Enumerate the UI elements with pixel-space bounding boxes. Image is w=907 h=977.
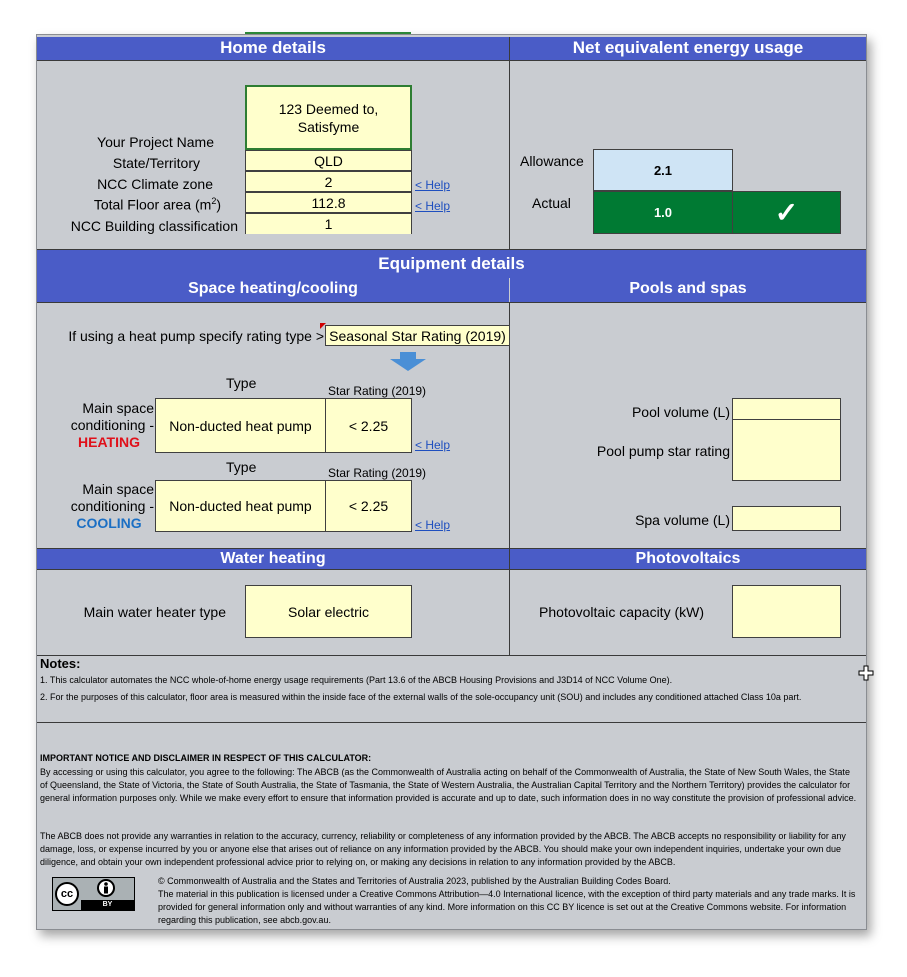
pool-pump-label: Pool pump star rating <box>596 443 730 459</box>
disclaimer-paragraph-2: The ABCB does not provide any warranties in relation to the accuracy, currency, reliability or completeness of any information provided by the ABCB. The ABCB accepts no responsibility or liability for any damage, loss, or expense incurred by you or anyone else that arises out of reliance on any information provided by the ABCB. You should make your own independent inquiries, undertake your own due diligence, and obtain your own independent professional advice prior to relying on, or making any decisions in relation to any information provided by the ABCB. <box>40 831 846 867</box>
home-details-header: Home details <box>37 37 509 60</box>
photovoltaics-header: Photovoltaics <box>510 549 866 569</box>
climate-help-link[interactable]: < Help <box>415 178 451 192</box>
divider <box>37 655 866 656</box>
spa-volume-field[interactable] <box>732 506 841 531</box>
licence-text: The material in this publication is licensed under a Creative Commons Attribution—4.0 International licence, with the exception of third party materials and any trade marks. It is provided for general information only and without warranties of any kind. More information on this CC BY licence is set out at the Creative Commons website. For information regarding this publication, see abcb.gov.au. <box>158 889 856 925</box>
arrow-down-icon <box>388 352 428 377</box>
allowance-value: 2.1 <box>593 149 733 191</box>
copyright-text: © Commonwealth of Australia and the States and Territories of Australia 2023, published by the Australian Building Codes Board. <box>158 876 671 886</box>
state-label: State/Territory <box>112 155 200 171</box>
disclaimer-paragraph-1: By accessing or using this calculator, you agree to the following: The ABCB (as the Commonwealth of Australia acting on behalf of the Commonwealth of Australia, the State of New South Wales, the State of Queensland, the State of Victoria, the State of South Australia, the State of Tasmania, the State of Western Australia, the Australian Capital Territory and the Northern Territory) provides the calculator for general information purposes only. While we make every effort to ensure that information provided is accurate and up to date, such information does in no way constitute the provision of professional advice. <box>40 767 857 803</box>
floor-area-help-link[interactable]: < Help <box>415 199 451 213</box>
climate-zone-field[interactable]: 2 <box>245 171 412 192</box>
cc-by-logo <box>52 877 135 911</box>
pv-capacity-label: Photovoltaic capacity (kW) <box>539 604 704 620</box>
state-field[interactable]: QLD <box>245 150 412 171</box>
star-rating-column-label: Star Rating (2019) <box>328 384 427 398</box>
allowance-label: Allowance <box>520 153 584 169</box>
type-column-label: Type <box>226 375 257 391</box>
heating-star-select[interactable]: < 2.25 <box>325 398 412 453</box>
floor-area-label: Total Floor area $(m^2)$ <box>93 196 221 213</box>
water-heating-header: Water heating <box>37 549 509 569</box>
pool-pump-field[interactable] <box>732 419 841 481</box>
divider <box>509 37 510 250</box>
divider <box>37 569 866 570</box>
resize-cursor-icon <box>858 665 874 686</box>
type-column-label: Type <box>226 459 257 475</box>
pv-capacity-field[interactable] <box>732 585 841 638</box>
building-class-label: NCC Building classification <box>70 218 238 234</box>
divider <box>37 60 866 61</box>
divider <box>37 302 866 303</box>
heating-type-select[interactable]: Non-ducted heat pump <box>155 398 326 453</box>
disclaimer-title: IMPORTANT NOTICE AND DISCLAIMER IN RESPECT OF THIS CALCULATOR: <box>40 753 372 763</box>
star-rating-column-label: Star Rating (2019) <box>328 466 427 480</box>
cooling-star-select[interactable]: < 2.25 <box>325 480 412 532</box>
divider <box>37 722 866 723</box>
heatpump-rating-select[interactable]: Seasonal Star Rating (2019) <box>325 325 510 346</box>
divider <box>509 302 510 656</box>
building-class-field[interactable]: 1 <box>245 213 412 234</box>
project-name-field[interactable]: 123 Deemed to, Satisfyme <box>245 85 412 150</box>
heatpump-rating-label: If using a heat pump specify rating type > <box>68 328 324 344</box>
note-2: 2. For the purposes of this calculator, floor area is measured within the inside face of the external walls of the sole-occupancy unit (SOU) and includes any conditioned attached Class 10a part. <box>40 692 802 702</box>
actual-value: 1.0 <box>593 191 733 234</box>
compliance-check-icon: ✓ <box>732 191 841 234</box>
heating-help-link[interactable]: < Help <box>415 438 451 452</box>
cc-icon: cc <box>55 882 79 906</box>
attribution-icon <box>97 879 115 897</box>
cooling-label: Main space conditioning - COOLING <box>70 481 154 531</box>
pool-volume-field[interactable] <box>732 398 841 420</box>
floor-area-field[interactable]: 112.8 <box>245 192 412 213</box>
spa-volume-label: Spa volume (L) <box>635 512 730 528</box>
water-heater-select[interactable]: Solar electric <box>245 585 412 638</box>
equipment-details-header: Equipment details <box>37 250 866 278</box>
water-heater-label: Main water heater type <box>83 604 226 620</box>
cooling-help-link[interactable]: < Help <box>415 518 451 532</box>
note-1: 1. This calculator automates the NCC whole-of-home energy usage requirements (Part 13.6 of the ABCB Housing Provisions and J3D14 of NCC Volume One). <box>40 675 673 685</box>
heating-label: Main space conditioning - HEATING <box>70 400 154 450</box>
notes-title: Notes: <box>40 656 81 671</box>
pools-spas-header: Pools and spas <box>510 278 866 302</box>
climate-zone-label: NCC Climate zone <box>97 176 213 192</box>
cooling-type-select[interactable]: Non-ducted heat pump <box>155 480 326 532</box>
pool-volume-label: Pool volume (L) <box>631 404 730 420</box>
space-heating-cooling-header: Space heating/cooling <box>37 278 509 302</box>
actual-label: Actual <box>532 195 571 211</box>
by-label: BY <box>81 900 134 910</box>
energy-usage-header: Net equivalent energy usage <box>510 37 866 60</box>
project-name-label: Your Project Name <box>97 134 214 150</box>
